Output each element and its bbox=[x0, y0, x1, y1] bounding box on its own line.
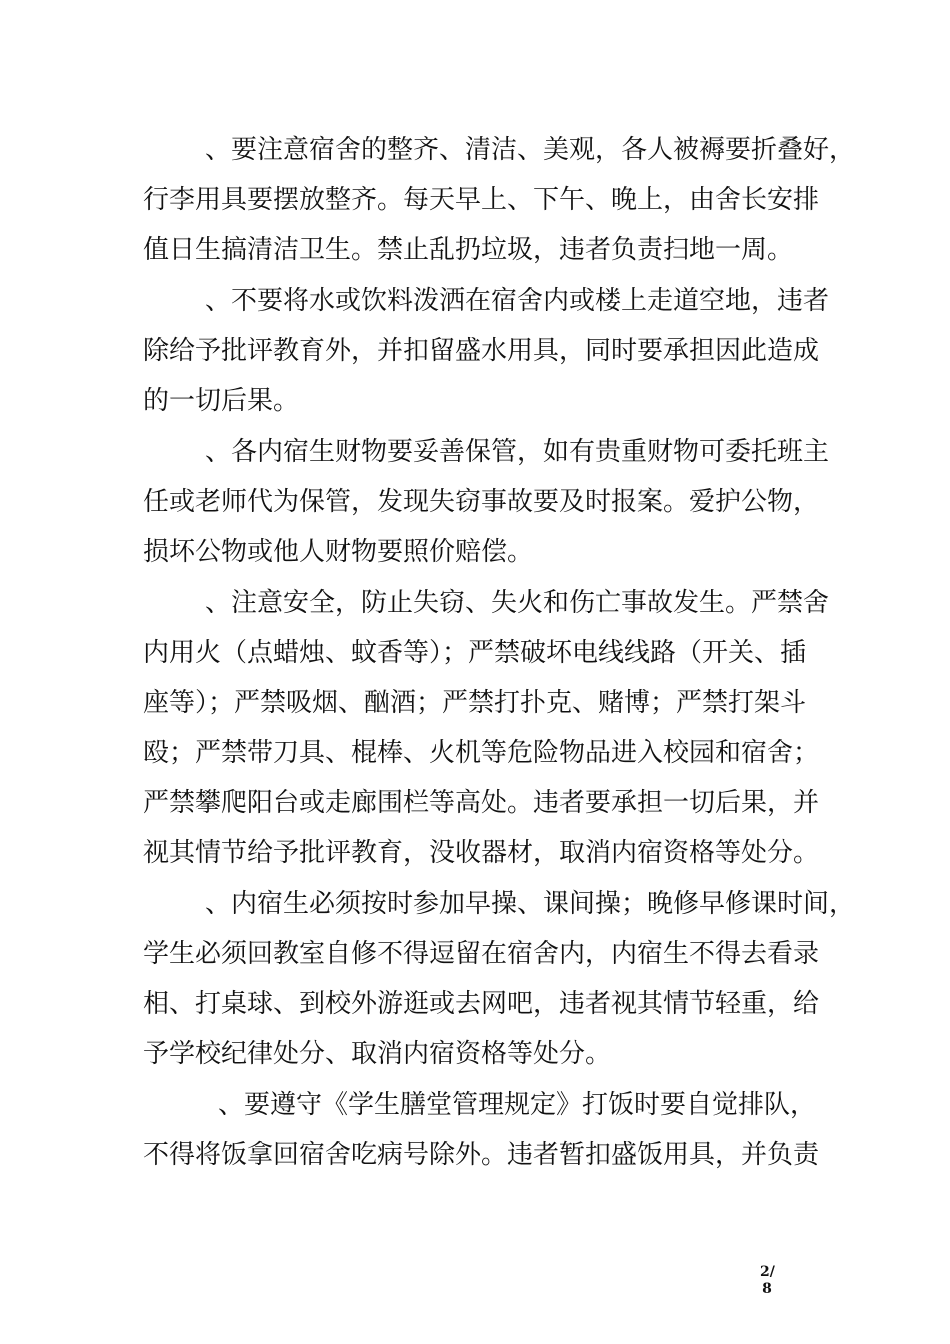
paragraph-5-line-2: 学生必须回教室自修不得逗留在宿舍内，内宿生不得去看录 bbox=[143, 939, 820, 969]
paragraph-4-line-6: 视其情节给予批评教育，没收器材，取消内宿资格等处分。 bbox=[143, 838, 820, 868]
paragraph-2-line-3: 的一切后果。 bbox=[143, 386, 300, 416]
paragraph-2-line-1: 、不要将水或饮料泼洒在宿舍内或楼上走道空地，违者 bbox=[205, 286, 830, 316]
paragraph-1-line-1: 、要注意宿舍的整齐、清洁、美观，各人被褥要折叠好， bbox=[205, 135, 856, 165]
paragraph-6-line-2: 不得将饭拿回宿舍吃病号除外。违者暂扣盛饭用具，并负责 bbox=[143, 1140, 820, 1170]
paragraph-1-line-3: 值日生搞清洁卫生。禁止乱扔垃圾，违者负责扫地一周。 bbox=[143, 235, 794, 265]
page-number-top: 2/ bbox=[760, 1264, 775, 1280]
paragraph-5-line-1: 、内宿生必须按时参加早操、课间操；晚修早修课时间， bbox=[205, 889, 856, 919]
paragraph-6-line-1: 、要遵守《学生膳堂管理规定》打饭时要自觉排队， bbox=[218, 1090, 817, 1120]
paragraph-1-line-2: 行李用具要摆放整齐。每天早上、下午、晚上，由舍长安排 bbox=[143, 185, 820, 215]
paragraph-4-line-4: 殴；严禁带刀具、棍棒、火机等危险物品进入校园和宿舍； bbox=[143, 738, 820, 768]
paragraph-4-line-2: 内用火（点蜡烛、蚊香等）；严禁破坏电线线路（开关、插 bbox=[143, 638, 807, 668]
paragraph-5-line-3: 相、打桌球、到校外游逛或去网吧，违者视其情节轻重，给 bbox=[143, 989, 820, 1019]
paragraph-3-line-1: 、各内宿生财物要妥善保管，如有贵重财物可委托班主 bbox=[205, 437, 830, 467]
paragraph-3-line-2: 任或老师代为保管，发现失窃事故要及时报案。爱护公物， bbox=[143, 487, 820, 517]
paragraph-4-line-3: 座等）；严禁吸烟、酗酒；严禁打扑克、赌博；严禁打架斗 bbox=[143, 688, 807, 718]
paragraph-5-line-4: 予学校纪律处分、取消内宿资格等处分。 bbox=[143, 1039, 612, 1069]
paragraph-3-line-3: 损坏公物或他人财物要照价赔偿。 bbox=[143, 537, 534, 567]
paragraph-4-line-5: 严禁攀爬阳台或走廊围栏等高处。违者要承担一切后果，并 bbox=[143, 788, 820, 818]
page-number-bottom: 8 bbox=[762, 1281, 772, 1297]
paragraph-4-line-1: 、注意安全，防止失窃、失火和伤亡事故发生。严禁舍 bbox=[205, 588, 830, 618]
paragraph-2-line-2: 除给予批评教育外，并扣留盛水用具，同时要承担因此造成 bbox=[143, 336, 820, 366]
